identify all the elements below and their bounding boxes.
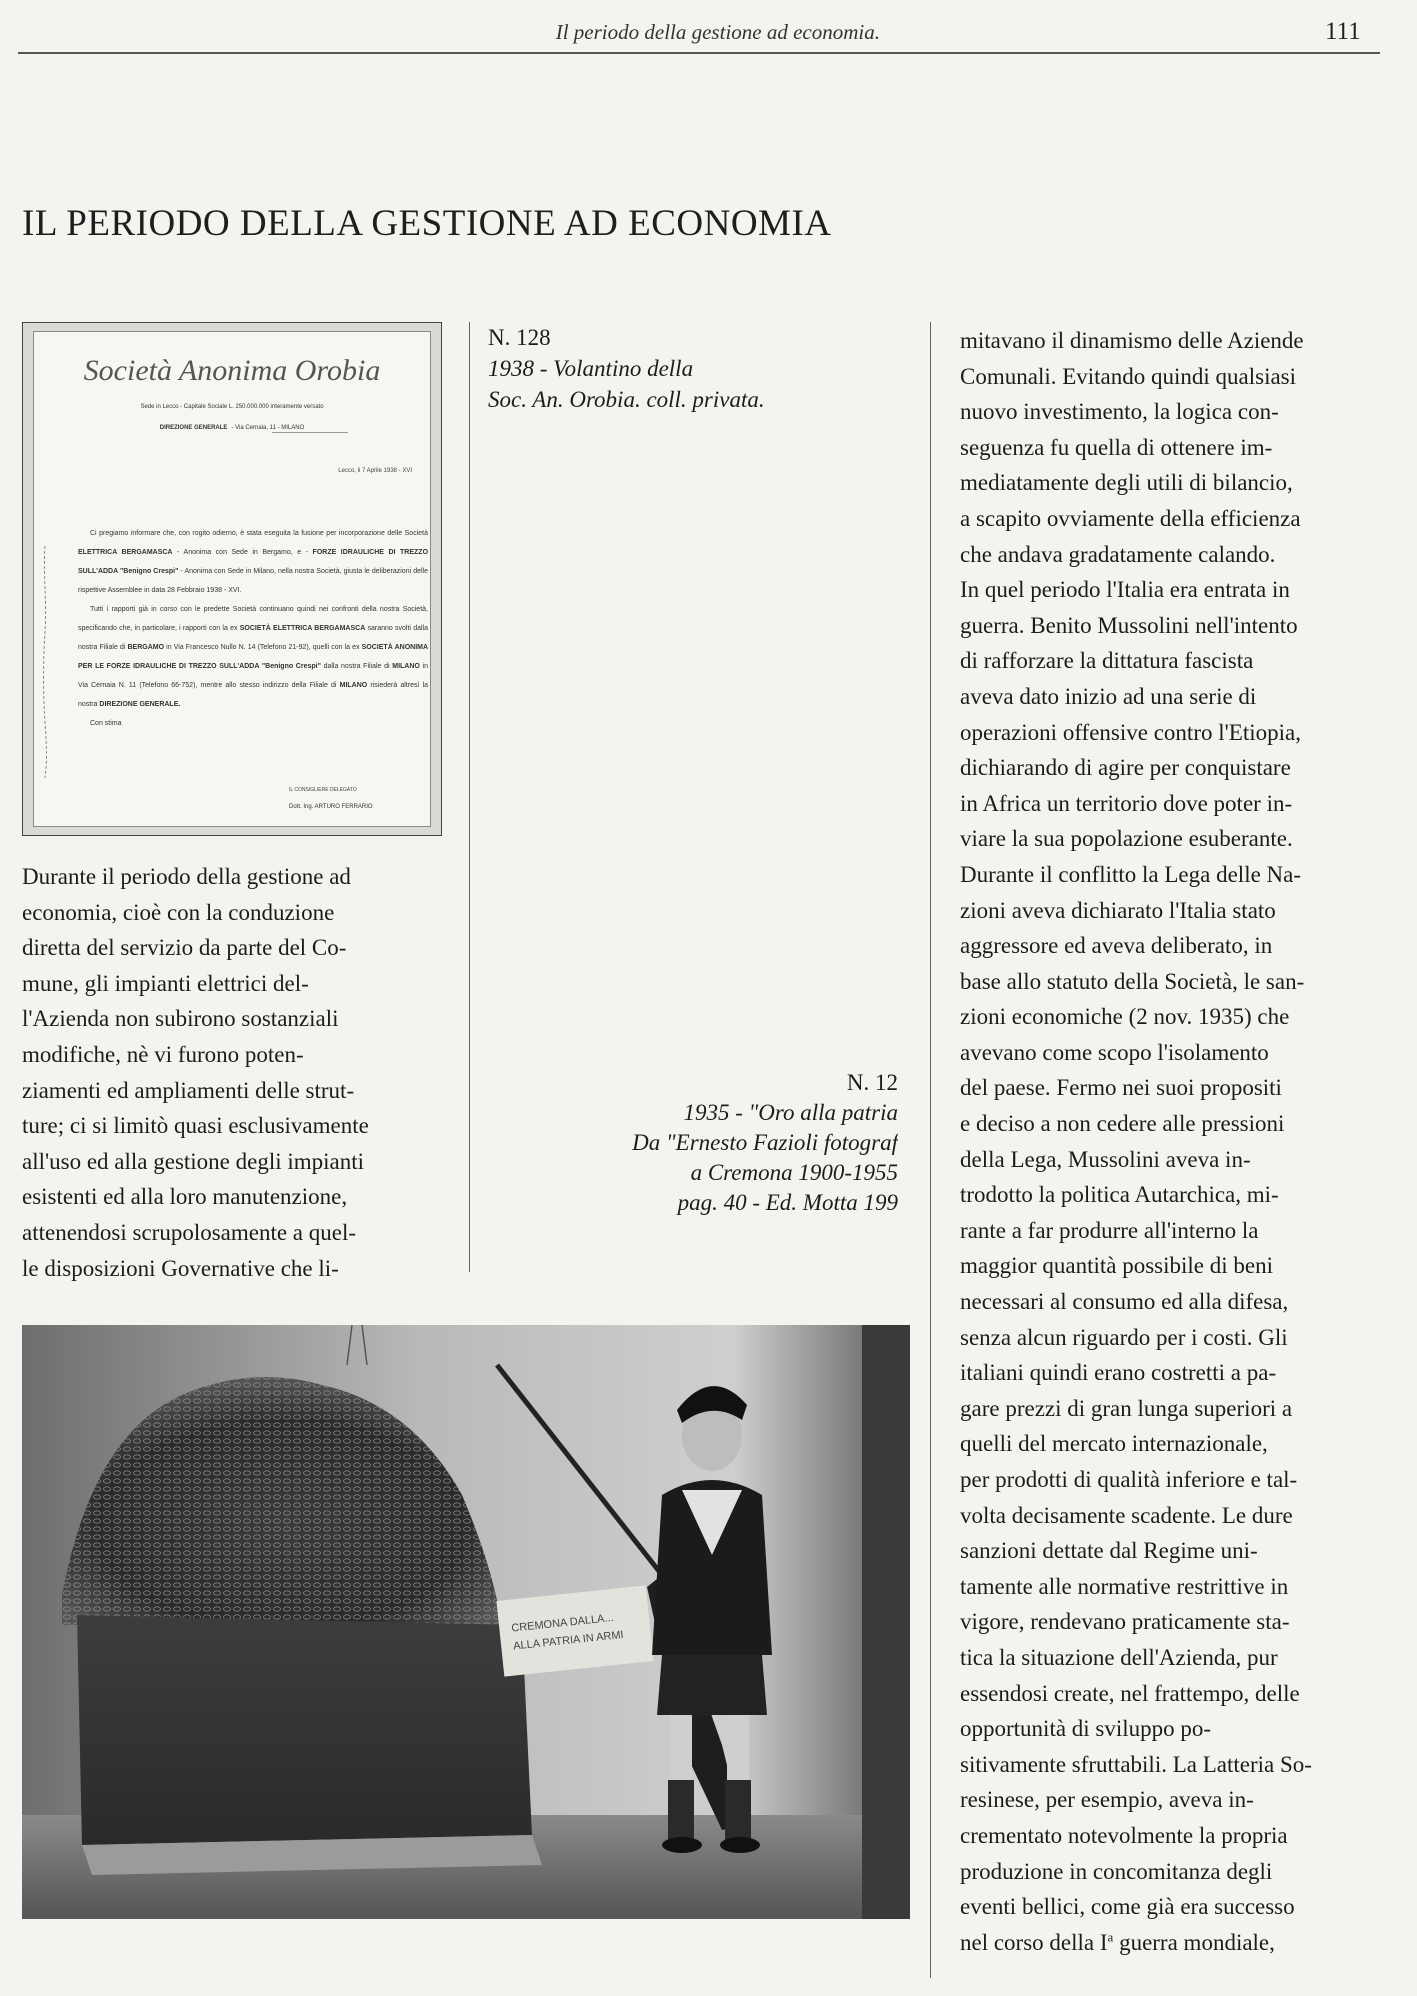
right-column-line: nel corso della $I^a$ guerra mondiale, <box>960 1929 1275 1955</box>
right-column-line: aveva dato inizio ad una serie di <box>960 683 1257 709</box>
right-column-line: quelli del mercato internazionale, <box>960 1431 1268 1457</box>
left-column-line: le disposizioni Governative che li- <box>22 1255 339 1281</box>
right-column-line: mitavano il dinamismo delle Aziende <box>960 328 1304 353</box>
photo-sign-line-2: ALLA PATRIA IN ARMI <box>512 1628 625 1653</box>
right-column-line-tail: guerra mondiale, <box>1113 1929 1275 1955</box>
right-column-line: del paese. Fermo nei suoi propositi <box>960 1075 1282 1101</box>
caption-129-number: N. 12 <box>846 1070 898 1095</box>
left-column-line: l'Azienda non subirono sostanziali <box>22 1006 339 1032</box>
photo-dark-edge <box>862 1325 910 1919</box>
right-column-line: resinese, per esempio, aveva in- <box>960 1787 1254 1813</box>
leaflet-divider <box>272 432 348 433</box>
leaflet-date: Lecco, li 7 Aprile 1938 - XVI <box>338 468 412 474</box>
left-column-line: diretta del servizio da parte del Co- <box>22 935 347 961</box>
right-column-line: maggior quantità possibile di beni <box>960 1253 1274 1279</box>
right-column-line: aggressore ed aveva deliberato, in <box>960 933 1273 959</box>
column-rule-right <box>930 322 931 1978</box>
right-column-line: volta decisamente scadente. Le dure <box>960 1502 1293 1528</box>
leaflet-paragraph-1: Ci pregiamo informare che, con rogito odierno, è stata eseguita la fusione per incorporazione delle Società ELETTRICA BERGAMASCA - Anonima con Sede in Bergamo, e - FORZE IDRAULICHE DI TREZZO SULL'ADDA "Benigno Crespi" - Anonima con Sede in Milano, nella nostra Società, giusta le deliberazioni delle rispettive Assemblee in data 28 Febbraio 1938 - XVI. <box>78 530 429 594</box>
left-body-column <box>22 859 450 1286</box>
left-column-line: esistenti ed alla loro manutenzione, <box>22 1184 348 1210</box>
historical-photograph <box>22 1325 910 1919</box>
right-column-line: In quel periodo l'Italia era entrata in <box>960 577 1290 603</box>
right-column-line: viare la sua popolazione esuberante. <box>960 826 1293 852</box>
caption-129 <box>520 1068 898 1218</box>
leaflet-paper <box>33 331 431 827</box>
photograph-image <box>22 1325 910 1919</box>
right-column-line: zioni economiche (2 nov. 1935) che <box>960 1004 1290 1030</box>
caption-129-line-3: a Cremona 1900-1955 <box>690 1160 898 1185</box>
leaflet-company-logo: Società Anonima Orobia <box>83 354 381 387</box>
column-rule-left <box>469 322 470 1272</box>
right-column-line: sitivamente sfruttabili. La Latteria So- <box>960 1751 1312 1777</box>
page-number: 111 <box>1325 18 1361 45</box>
caption-128 <box>488 322 908 415</box>
caption-128-line-1: 1938 - Volantino della <box>488 356 694 381</box>
left-column-line: modifiche, nè vi furono poten- <box>22 1041 304 1067</box>
right-column-line: che andava gradatamente calando. <box>960 541 1276 567</box>
leaflet-figure <box>22 322 442 836</box>
right-column-line: operazioni offensive contro l'Etiopia, <box>960 719 1301 745</box>
caption-128-number: N. 128 <box>488 325 551 350</box>
caption-129-line-4: pag. 40 - Ed. Motta 199 <box>677 1190 898 1215</box>
right-column-line: a scapito ovviamente della efficienza <box>960 505 1301 531</box>
right-column-line: nuovo investimento, la logica con- <box>960 399 1279 425</box>
left-column-line: Durante il periodo della gestione ad <box>22 864 351 889</box>
right-column-line: opportunità di sviluppo po- <box>960 1716 1212 1742</box>
right-column-line: produzione in concomitanza degli <box>960 1858 1273 1884</box>
right-column-line: seguenza fu quella di ottenere im- <box>960 434 1273 460</box>
running-title: Il periodo della gestione ad economia. <box>555 20 880 44</box>
leaflet-paragraph-2: Tutti i rapporti già in corso con le predette Società continuano quindi nei confronti della nostra Società, specificando che, in particolare, i rapporti con la ex SOCIETÀ ELETTRICA BERGAMASCA saranno svolti dalla nostra Filiale di BERGAMO in Via Francesco Nullo N. 14 (Telefono 21-92), quelli con la ex SOCIETÀ ANONIMA PER LE FORZE IDRAULICHE DI TREZZO SULL'ADDA "Benigno Crespi" dalla nostra Filiale di MILANO in Via Cernaia N. 11 (Telefono 66-752), mentre allo stesso indirizzo della Filiale di MILANO risiederà altresì la nostra DIREZIONE GENERALE. <box>78 606 429 708</box>
leaflet-signature-name: Dott. Ing. ARTURO FERRARIO <box>289 804 373 810</box>
leaflet-direzione-line <box>34 416 430 434</box>
right-column-line: trodotto la politica Autarchica, mi- <box>960 1182 1279 1208</box>
photo-sign-line-1: CREMONA DALLA... <box>510 1611 615 1635</box>
right-column-line: in Africa un territorio dove poter in- <box>960 790 1293 816</box>
leaflet-direzione-address: - Via Cernaia, 11 - MILANO <box>231 425 305 431</box>
right-column-line: gare prezzi di gran lunga superiori a <box>960 1395 1293 1421</box>
right-column-line: sanzioni dettate dal Regime uni- <box>960 1538 1258 1564</box>
ordinal-superscript: a <box>1107 1929 1114 1945</box>
caption-129-line-1: 1935 - "Oro alla patria <box>683 1100 898 1125</box>
leaflet-margin-handwriting <box>38 542 52 782</box>
header-rule <box>18 52 1380 54</box>
leaflet-signature-role: IL CONSIGLIERE DELEGATO <box>289 787 357 793</box>
right-column-line: della Lega, Mussolini aveva in- <box>960 1146 1251 1172</box>
leaflet-direzione-label: DIREZIONE GENERALE <box>159 425 228 431</box>
right-column-line: eventi bellici, come già era successo <box>960 1894 1295 1920</box>
right-column-line: Comunali. Evitando quindi qualsiasi <box>960 363 1297 389</box>
right-column-line: base allo statuto della Società, le san- <box>960 968 1305 994</box>
right-column-line: dichiarando di agire per conquistare <box>960 755 1291 781</box>
leaflet-closing: Con stima <box>90 720 122 727</box>
left-column-line: attenendosi scrupolosamente a quel- <box>22 1219 357 1245</box>
right-column-line: essendosi create, nel frattempo, delle <box>960 1680 1300 1706</box>
left-column-line: mune, gli impianti elettrici del- <box>22 970 309 996</box>
left-column-line: ziamenti ed ampliamenti delle strut- <box>22 1077 355 1103</box>
right-column-line: per prodotti di qualità inferiore e tal- <box>960 1467 1298 1492</box>
right-column-line: rante a far produrre all'interno la <box>960 1217 1259 1243</box>
right-column-line: crementato notevolmente la propria <box>960 1822 1288 1848</box>
left-column-line: all'uso ed alla gestione degli impianti <box>22 1148 365 1174</box>
right-column-line: zioni aveva dichiarato l'Italia stato <box>960 897 1276 923</box>
right-column-line: tamente alle normative restrittive in <box>960 1573 1289 1599</box>
right-column-line: tica la situazione dell'Azienda, pur <box>960 1644 1278 1670</box>
right-column-line: necessari al consumo ed alla difesa, <box>960 1289 1289 1315</box>
right-column-line: mediatamente degli utili di bilancio, <box>960 470 1293 496</box>
right-column-line: italiani quindi erano costretti a pa- <box>960 1360 1277 1386</box>
right-column-line: guerra. Benito Mussolini nell'intento <box>960 612 1298 638</box>
leaflet-body <box>78 524 428 733</box>
right-column-line: di rafforzare la dittatura fascista <box>960 648 1254 674</box>
caption-129-line-2: Da "Ernesto Fazioli fotograf <box>632 1130 898 1155</box>
right-column-line: avevano come scopo l'isolamento <box>960 1039 1269 1065</box>
left-column-line: ture; ci si limitò quasi esclusivamente <box>22 1113 369 1139</box>
section-title: IL PERIODO DELLA GESTIONE AD ECONOMIA <box>22 203 832 244</box>
right-column-line: Durante il conflitto la Lega delle Na- <box>960 861 1302 887</box>
leaflet-sede-line: Sede in Lecco - Capitale Sociale L. 250.000.000 interamente versato <box>140 404 324 410</box>
right-column-line: e deciso a non cedere alle pressioni <box>960 1111 1285 1137</box>
left-column-line: economia, cioè con la conduzione <box>22 899 335 925</box>
draped-box <box>77 1615 532 1845</box>
right-column-line: vigore, rendevano praticamente sta- <box>960 1609 1290 1635</box>
right-column-line: senza alcun riguardo per i costi. Gli <box>960 1324 1288 1350</box>
caption-128-line-2: Soc. An. Orobia. coll. privata. <box>488 387 765 412</box>
right-body-column <box>960 323 1384 1960</box>
